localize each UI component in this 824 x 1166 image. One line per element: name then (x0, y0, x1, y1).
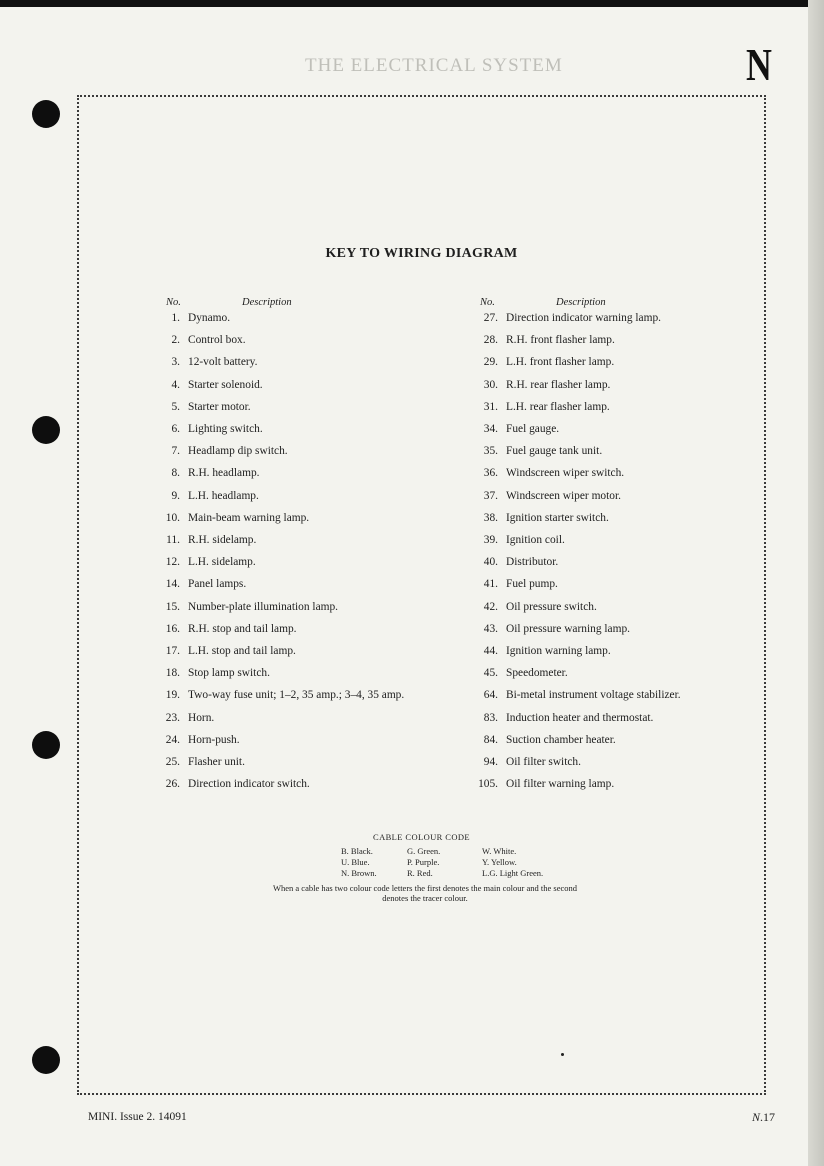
item-description: Oil filter switch. (506, 756, 581, 768)
item-description: Horn-push. (188, 733, 240, 746)
left-no-header: No. (166, 297, 181, 308)
item-number: 38. (483, 511, 498, 524)
item-description: Headlamp dip switch. (188, 445, 288, 458)
dotted-frame (77, 95, 766, 1095)
item-number: 24. (165, 733, 180, 746)
item-description: Bi-metal instrument voltage stabilizer. (506, 689, 681, 702)
item-number: 37. (483, 489, 498, 502)
item-description: Oil filter warning lamp. (506, 778, 615, 791)
item-number: 40. (483, 556, 498, 569)
item-description: Starter solenoid. (188, 378, 263, 391)
item-description: Ignition coil. (506, 534, 565, 546)
item-description: Control box. (188, 334, 246, 347)
page-number-prefix: N (752, 1110, 761, 1124)
item-description: Distributor. (506, 556, 559, 569)
show-through-text: THE ELECTRICAL SYSTEM (305, 55, 563, 76)
item-number: 64. (483, 689, 498, 702)
item-number: 34. (483, 423, 498, 435)
cable-code-entry: Y. Yellow. (482, 857, 517, 867)
item-description: Flasher unit. (188, 756, 245, 768)
item-number: 2. (171, 334, 180, 347)
item-description: Fuel gauge. (506, 423, 560, 435)
punch-hole (32, 416, 60, 444)
item-number: 25. (165, 756, 180, 768)
item-number: 31. (483, 400, 498, 413)
item-description: Direction indicator switch. (188, 778, 310, 791)
item-description: Oil pressure switch. (506, 600, 597, 613)
cable-code-entry: L.G. Light Green. (482, 868, 544, 878)
scan-right-edge (808, 0, 824, 1166)
item-description: Windscreen wiper motor. (506, 489, 621, 502)
cable-code-entry: P. Purple. (407, 857, 440, 867)
item-number: 10. (165, 511, 180, 524)
item-description: Windscreen wiper switch. (506, 467, 625, 480)
item-description: Stop lamp switch. (188, 667, 270, 680)
footer-issue: MINI. Issue 2. 14091 (88, 1111, 187, 1123)
item-number: 8. (171, 467, 180, 480)
item-number: 14. (165, 578, 180, 591)
item-description: L.H. rear flasher lamp. (506, 400, 610, 413)
item-description: Horn. (188, 711, 215, 724)
page-number-suffix: .17 (760, 1110, 776, 1124)
item-number: 105. (478, 778, 498, 791)
item-number: 28. (483, 334, 498, 347)
punch-hole (32, 1046, 60, 1074)
item-description: Lighting switch. (188, 423, 263, 435)
cable-code-entry: W. White. (482, 846, 517, 856)
item-number: 36. (483, 467, 498, 480)
cable-code-entry: B. Black. (341, 846, 373, 856)
item-description: Main-beam warning lamp. (188, 511, 310, 524)
item-number: 39. (483, 534, 498, 546)
item-description: R.H. rear flasher lamp. (506, 378, 611, 391)
punch-hole (32, 100, 60, 128)
scan-speck (561, 1053, 564, 1056)
item-description: Suction chamber heater. (506, 733, 616, 746)
item-number: 45. (483, 667, 498, 680)
item-description: Dynamo. (188, 312, 231, 324)
item-number: 41. (483, 578, 498, 591)
item-description: R.H. headlamp. (188, 467, 260, 480)
item-description: Fuel pump. (506, 578, 558, 591)
item-number: 94. (483, 756, 498, 768)
item-number: 16. (165, 622, 180, 635)
cable-code-entry: U. Blue. (341, 857, 370, 867)
right-description-header: Description (556, 297, 606, 308)
item-number: 43. (483, 622, 498, 635)
item-description: L.H. front flasher lamp. (506, 356, 615, 369)
item-number: 15. (165, 600, 180, 613)
item-number: 5. (171, 400, 180, 413)
left-description-header: Description (242, 297, 292, 308)
item-description: Ignition starter switch. (506, 511, 609, 524)
punch-hole (32, 731, 60, 759)
item-description: Number-plate illumination lamp. (188, 600, 339, 613)
item-number: 4. (171, 378, 180, 391)
cable-code-entry: G. Green. (407, 846, 441, 856)
item-number: 17. (165, 645, 180, 657)
item-description: Direction indicator warning lamp. (506, 312, 661, 324)
item-number: 18. (165, 667, 180, 680)
item-description: R.H. front flasher lamp. (506, 334, 615, 347)
item-description: Oil pressure warning lamp. (506, 622, 631, 635)
item-number: 44. (483, 645, 498, 657)
item-description: L.H. headlamp. (188, 489, 259, 502)
item-description: Speedometer. (506, 667, 568, 680)
item-number: 19. (165, 689, 180, 702)
item-description: Ignition warning lamp. (506, 645, 611, 657)
cable-code-entry: R. Red. (407, 868, 433, 878)
cable-code-note: When a cable has two colour code letters the first denotes the main colour and the second denotes the tracer colour. (272, 883, 577, 903)
scan-top-edge (0, 0, 824, 7)
item-number: 12. (165, 556, 180, 569)
item-number: 30. (483, 378, 498, 391)
item-description: 12-volt battery. (188, 356, 258, 369)
page-title: KEY TO WIRING DIAGRAM (325, 246, 518, 261)
item-number: 23. (165, 711, 180, 724)
item-number: 84. (483, 733, 498, 746)
item-description: Panel lamps. (188, 578, 247, 591)
item-number: 27. (483, 312, 498, 324)
footer-page-number (752, 1110, 775, 1125)
item-number: 35. (483, 445, 498, 458)
item-description: R.H. stop and tail lamp. (188, 622, 297, 635)
item-number: 7. (171, 445, 180, 458)
item-description: Starter motor. (188, 400, 251, 413)
item-number: 9. (171, 489, 180, 502)
item-number: 26. (165, 778, 180, 791)
right-no-header: No. (480, 297, 495, 308)
item-description: Two-way fuse unit; 1–2, 35 amp.; 3–4, 35 amp. (188, 689, 405, 702)
item-description: Fuel gauge tank unit. (506, 445, 603, 458)
item-number: 3. (171, 356, 180, 369)
section-letter: N (746, 39, 772, 90)
item-description: L.H. sidelamp. (188, 556, 256, 569)
item-number: 83. (483, 711, 498, 724)
item-number: 29. (483, 356, 498, 369)
item-number: 42. (483, 600, 498, 613)
cable-code-title: CABLE COLOUR CODE (373, 832, 470, 842)
item-description: Induction heater and thermostat. (506, 711, 654, 724)
item-description: L.H. stop and tail lamp. (188, 645, 296, 657)
item-description: R.H. sidelamp. (188, 534, 257, 546)
item-number: 1. (171, 312, 180, 324)
item-number: 6. (171, 423, 180, 435)
item-number: 11. (166, 534, 180, 546)
cable-code-entry: N. Brown. (341, 868, 377, 878)
